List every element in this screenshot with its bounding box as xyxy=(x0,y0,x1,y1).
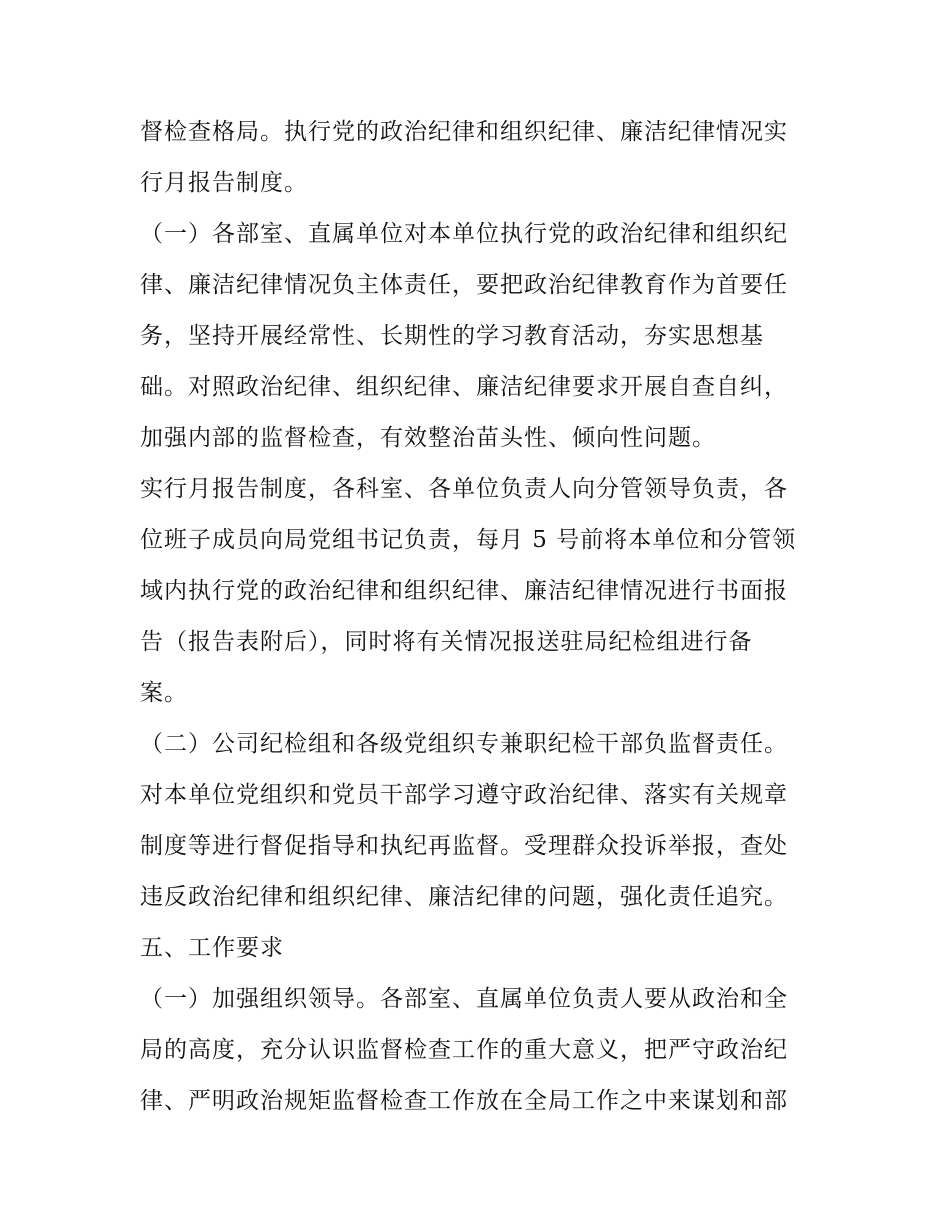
text-line-11: 告（报告表附后），同时将有关情况报送驻局纪检组进行备 xyxy=(140,629,753,655)
text-line-12: 案。 xyxy=(140,680,188,706)
text-line-5: 务，坚持开展经常性、长期性的学习教育活动，夯实思想基 xyxy=(140,323,764,349)
text-line-3: （一）各部室、直属单位对本单位执行党的政治纪律和组织纪 xyxy=(140,221,788,247)
text-line-9: 位班子成员向局党组书记负责，每月 5 号前将本单位和分管领 xyxy=(140,527,797,553)
text-line-16: 违反政治纪律和组织纪律、廉洁纪律的问题，强化责任追究。 xyxy=(140,884,788,910)
document-body xyxy=(140,110,830,1130)
text-line-2: 行月报告制度。 xyxy=(140,170,308,196)
text-line-4: 律、廉洁纪律情况负主体责任，要把政治纪律教育作为首要任 xyxy=(140,272,788,298)
text-line-8: 实行月报告制度，各科室、各单位负责人向分管领导负责，各 xyxy=(140,476,788,502)
text-line-13: （二）公司纪检组和各级党组织专兼职纪检干部负监督责任。 xyxy=(140,731,788,757)
text-line-10: 域内执行党的政治纪律和组织纪律、廉洁纪律情况进行书面报 xyxy=(140,578,788,604)
text-line-19: 局的高度，充分认识监督检查工作的重大意义，把严守政治纪 xyxy=(140,1037,788,1063)
text-line-7: 加强内部的监督检查，有效整治苗头性、倾向性问题。 xyxy=(140,425,716,451)
text-line-20: 律、严明政治规矩监督检查工作放在全局工作之中来谋划和部 xyxy=(140,1088,788,1114)
section-heading: 五、工作要求 xyxy=(140,935,284,961)
text-line-1: 督检查格局。执行党的政治纪律和组织纪律、廉洁纪律情况实 xyxy=(140,119,788,145)
text-line-6: 础。对照政治纪律、组织纪律、廉洁纪律要求开展自查自纠， xyxy=(140,374,788,400)
text-line-18: （一）加强组织领导。各部室、直属单位负责人要从政治和全 xyxy=(140,986,788,1012)
text-line-15: 制度等进行督促指导和执纪再监督。受理群众投诉举报，查处 xyxy=(140,833,788,859)
text-line-14: 对本单位党组织和党员干部学习遵守政治纪律、落实有关规章 xyxy=(140,782,788,808)
